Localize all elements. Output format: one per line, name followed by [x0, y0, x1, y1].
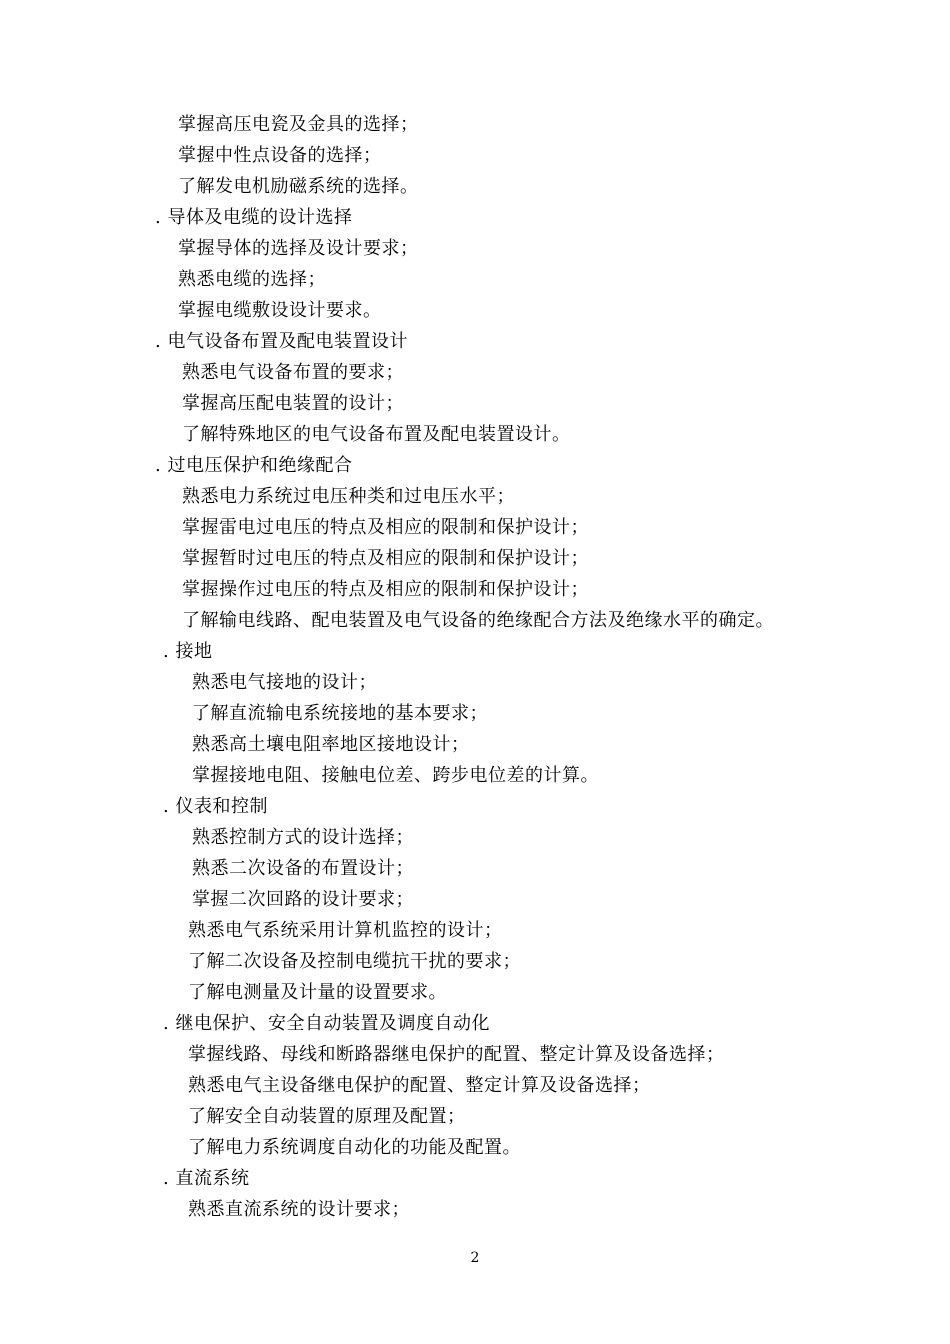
text-line: 掌握雷电过电压的特点及相应的限制和保护设计；: [182, 517, 589, 538]
text-line: 了解输电线路、配电装置及电气设备的绝缘配合方法及绝缘水平的确定。: [182, 610, 774, 631]
page-number: 2: [470, 1250, 480, 1266]
text-line: 了解电力系统调度自动化的功能及配置。: [188, 1137, 521, 1158]
section-heading: . 过电压保护和绝缘配合: [155, 455, 353, 476]
text-line: 掌握操作过电压的特点及相应的限制和保护设计；: [182, 579, 589, 600]
text-line: 熟悉控制方式的设计选择；: [192, 827, 414, 848]
section-heading: . 继电保护、安全自动装置及调度自动化: [163, 1013, 490, 1034]
text-line: 掌握接地电阻、接触电位差、跨步电位差的计算。: [192, 765, 599, 786]
text-line: 掌握导体的选择及设计要求；: [178, 238, 419, 259]
text-line: 熟悉直流系统的设计要求；: [188, 1199, 410, 1220]
section-heading: . 直流系统: [163, 1168, 250, 1189]
text-line: 熟悉电气主设备继电保护的配置、整定计算及设备选择；: [188, 1075, 651, 1096]
text-line: 了解直流输电系统接地的基本要求；: [192, 703, 488, 724]
text-line: 掌握高压配电装置的设计；: [182, 393, 404, 414]
text-line: 掌握高压电瓷及金具的选择；: [178, 114, 419, 135]
text-line: 了解发电机励磁系统的选择。: [178, 176, 419, 197]
text-line: 了解特殊地区的电气设备布置及配电装置设计。: [182, 424, 571, 445]
section-heading: . 接地: [163, 641, 213, 662]
text-line: 熟悉电气接地的设计；: [192, 672, 377, 693]
text-line: 熟悉电气系统采用计算机监控的设计；: [188, 920, 503, 941]
text-line: 熟悉电力系统过电压种类和过电压水平；: [182, 486, 515, 507]
text-line: 了解二次设备及控制电缆抗干扰的要求；: [188, 951, 521, 972]
text-line: 掌握中性点设备的选择；: [178, 145, 382, 166]
text-line: 熟悉电气设备布置的要求；: [182, 362, 404, 383]
text-line: 熟悉电缆的选择；: [178, 269, 326, 290]
text-line: 了解电测量及计量的设置要求。: [188, 982, 447, 1003]
section-heading: . 导体及电缆的设计选择: [155, 207, 353, 228]
text-line: 掌握电缆敷设设计要求。: [178, 300, 382, 321]
text-line: 掌握线路、母线和断路器继电保护的配置、整定计算及设备选择；: [188, 1044, 725, 1065]
section-heading: . 电气设备布置及配电装置设计: [155, 331, 408, 352]
text-line: 熟悉高土壤电阻率地区接地设计；: [192, 734, 470, 755]
text-line: 熟悉二次设备的布置设计；: [192, 858, 414, 879]
text-line: 掌握暂时过电压的特点及相应的限制和保护设计；: [182, 548, 589, 569]
text-line: 掌握二次回路的设计要求；: [192, 889, 414, 910]
section-heading: . 仪表和控制: [163, 796, 268, 817]
text-line: 了解安全自动装置的原理及配置；: [188, 1106, 466, 1127]
